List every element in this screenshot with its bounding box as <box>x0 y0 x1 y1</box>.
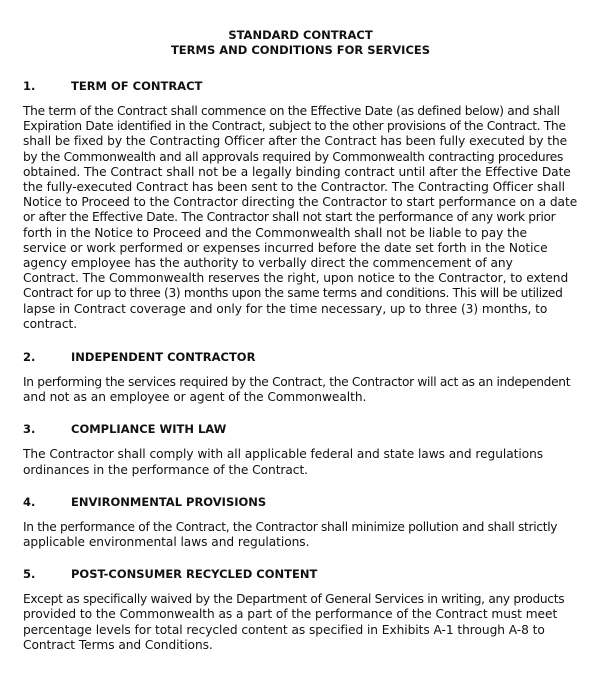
section-term-of-contract <box>23 79 578 332</box>
body-line: by the Commonwealth and all approvals required by Commonwealth contracting procedures <box>23 149 564 164</box>
section-body <box>23 375 578 405</box>
body-line: applicable environmental laws and regulations. <box>23 535 310 550</box>
body-line: In the performance of the Contract, the Contractor shall minimize pollution and shall strictly <box>23 519 558 534</box>
section-title: TERM OF CONTRACT <box>71 79 203 93</box>
body-line: agency employee has the authority to verbally direct the commencement of any <box>23 256 513 271</box>
body-line: Expiration Date identified in the Contract, subject to the other provisions of the Contract. The <box>23 119 566 134</box>
section-body <box>23 592 578 653</box>
section-number: 4. <box>23 494 36 509</box>
section-number: 3. <box>23 422 36 437</box>
body-line: provided to the Commonwealth as a part of the performance of the Contract must meet <box>23 607 558 622</box>
body-line: service or work performed or expenses incurred before the date set forth in the Notice <box>23 240 548 255</box>
section-title: POST-CONSUMER RECYCLED CONTENT <box>71 567 318 582</box>
section-heading <box>23 350 578 364</box>
body-line: forth in the Notice to Proceed and the Commonwealth shall not be liable to pay the <box>23 225 527 240</box>
section-title: INDEPENDENT CONTRACTOR <box>71 350 256 365</box>
body-line: ordinances in the performance of the Contract. <box>23 462 308 477</box>
section-number: 1. <box>23 79 36 93</box>
body-line: percentage levels for total recycled content as specified in Exhibits A-1 through A-8 to <box>23 622 545 637</box>
section-environmental-provisions <box>23 495 578 550</box>
body-line: and not as an employee or agent of the Commonwealth. <box>23 390 367 405</box>
section-heading <box>23 79 578 93</box>
body-line: shall be fixed by the Contracting Officer after the Contract has been fully executed by the <box>23 134 568 149</box>
section-title: ENVIRONMENTAL PROVISIONS <box>71 494 267 509</box>
section-compliance-with-law <box>23 422 578 477</box>
section-number: 2. <box>23 350 36 365</box>
body-line: The Contractor shall comply with all applicable federal and state laws and regulations <box>23 447 544 462</box>
body-line: The term of the Contract shall commence on the Effective Date (as defined below) and shall <box>23 104 560 118</box>
document-subtitle: TERMS AND CONDITIONS FOR SERVICES <box>170 43 431 57</box>
body-line: In performing the services required by the Contract, the Contractor will act as an independent <box>23 375 571 390</box>
body-line: Contract. The Commonwealth reserves the right, upon notice to the Contractor, to extend <box>23 271 569 286</box>
section-body <box>23 447 578 477</box>
document-title: STANDARD CONTRACT <box>228 28 373 42</box>
section-independent-contractor <box>23 350 578 405</box>
body-line: Contract for up to three (3) months upon the same terms and conditions. This will be utilized <box>23 286 563 301</box>
section-body <box>23 104 578 332</box>
body-line: Contract Terms and Conditions. <box>23 637 213 652</box>
body-line: Except as specifically waived by the Department of General Services in writing, any products <box>23 592 565 607</box>
section-heading <box>23 422 578 436</box>
section-body <box>23 520 578 550</box>
body-line: lapse in Contract coverage and only for the time necessary, up to three (3) months, to <box>23 301 548 316</box>
body-line: Notice to Proceed to the Contractor directing the Contractor to start performance on a date <box>23 195 578 210</box>
section-number: 5. <box>23 567 36 582</box>
body-line: the fully-executed Contract has been sent to the Contractor. The Contracting Officer shall <box>23 180 565 195</box>
section-heading <box>23 495 578 509</box>
body-line: or after the Effective Date. The Contractor shall not start the performance of any work prior <box>23 210 556 225</box>
section-heading <box>23 567 578 581</box>
body-line: obtained. The Contract shall not be a legally binding contract until after the Effective Date <box>23 164 571 179</box>
body-line: contract. <box>23 316 78 331</box>
section-title: COMPLIANCE WITH LAW <box>71 422 227 437</box>
section-post-consumer-recycled-content <box>23 567 578 653</box>
